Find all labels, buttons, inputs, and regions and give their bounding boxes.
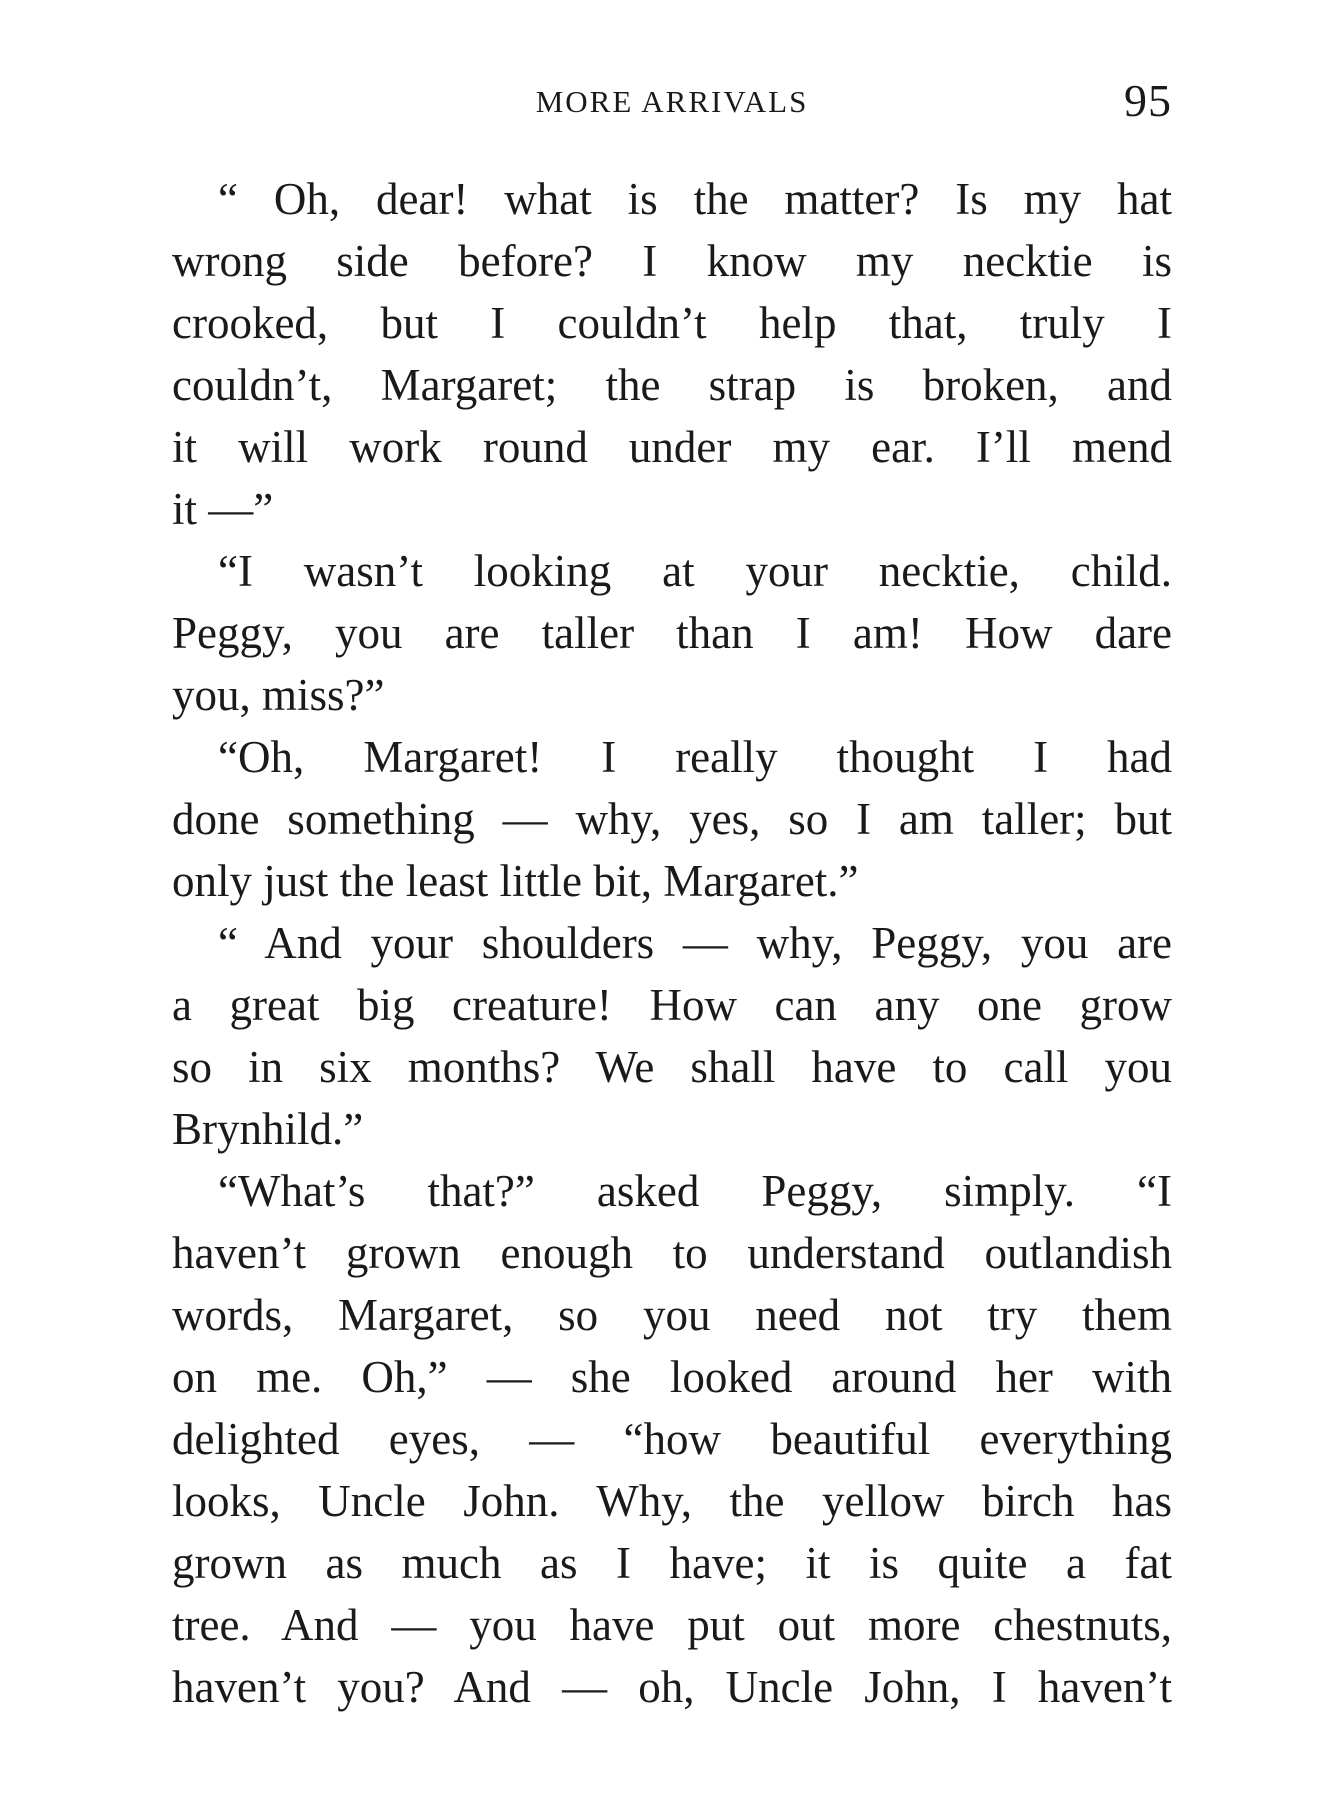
text-line: couldn’t, Margaret; the strap is broken, and xyxy=(172,360,1172,410)
text-line: grown as much as I have; it is quite a fat xyxy=(172,1538,1172,1588)
text-line: only just the least little bit, Margaret.” xyxy=(172,856,859,906)
text-line: “What’s that?” asked Peggy, simply. “I xyxy=(218,1166,1172,1216)
text-line: done something — why, yes, so I am taller; but xyxy=(172,794,1172,844)
text-line: “I wasn’t looking at your necktie, child. xyxy=(218,546,1172,596)
text-line: looks, Uncle John. Why, the yellow birch has xyxy=(172,1476,1172,1526)
text-line: haven’t you? And — oh, Uncle John, I haven’t xyxy=(172,1662,1172,1712)
text-line: delighted eyes, — “how beautiful everything xyxy=(172,1414,1172,1464)
page-number: 95 xyxy=(1124,75,1172,126)
text-line: wrong side before? I know my necktie is xyxy=(172,236,1172,286)
text-line: words, Margaret, so you need not try them xyxy=(172,1290,1172,1340)
running-header xyxy=(172,75,1172,128)
text-line: “ Oh, dear! what is the matter? Is my hat xyxy=(218,174,1172,224)
text-line: “ And your shoulders — why, Peggy, you are xyxy=(218,918,1172,968)
text-line: Brynhild.” xyxy=(172,1104,364,1154)
body-text xyxy=(172,168,1172,1718)
text-line: “Oh, Margaret! I really thought I had xyxy=(218,732,1172,782)
text-line: tree. And — you have put out more chestnuts, xyxy=(172,1600,1172,1650)
text-line: crooked, but I couldn’t help that, truly I xyxy=(172,298,1172,348)
text-line: so in six months? We shall have to call you xyxy=(172,1042,1172,1092)
text-line: you, miss?” xyxy=(172,670,385,720)
text-line: Peggy, you are taller than I am! How dare xyxy=(172,608,1172,658)
text-line: it —” xyxy=(172,484,274,534)
text-line: a great big creature! How can any one grow xyxy=(172,980,1172,1030)
text-line: haven’t grown enough to understand outlandish xyxy=(172,1228,1172,1278)
chapter-title: MORE ARRIVALS xyxy=(535,84,809,119)
text-line: it will work round under my ear. I’ll mend xyxy=(172,422,1172,472)
text-line: on me. Oh,” — she looked around her with xyxy=(172,1352,1172,1402)
